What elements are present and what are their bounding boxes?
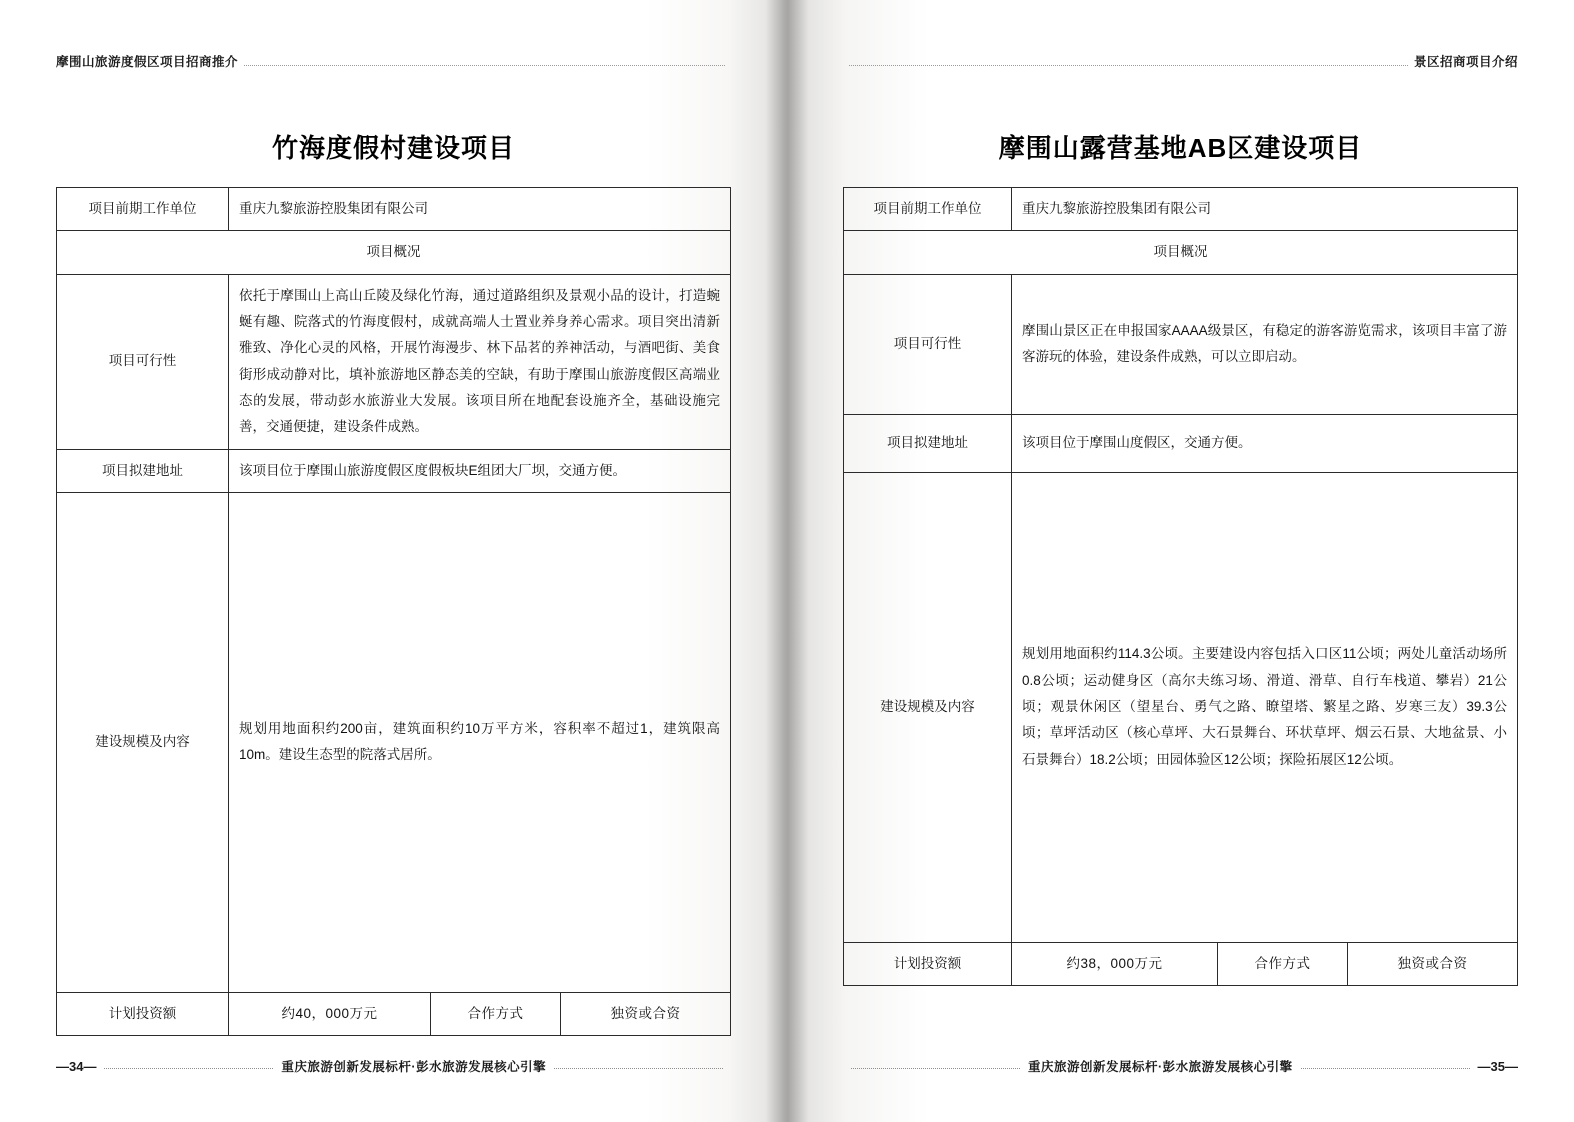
left-footer-rule-end — [554, 1067, 723, 1069]
left-row-feasibility-label: 项目可行性 — [57, 274, 229, 449]
right-footer-rule-start — [851, 1067, 1020, 1069]
right-page — [787, 0, 1574, 1122]
left-row-unit-value: 重庆九黎旅游控股集团有限公司 — [229, 188, 731, 231]
right-coop-value: 独资或合资 — [1348, 942, 1518, 985]
left-page-title-main: 竹海度假村 — [271, 133, 407, 163]
left-footer-rule-start — [104, 1067, 273, 1069]
left-page-number: —34— — [56, 1058, 97, 1074]
right-invest-label: 计划投资额 — [844, 942, 1012, 985]
table-row — [844, 414, 1518, 472]
right-coop-label: 合作方式 — [1218, 942, 1348, 985]
right-row-feasibility-value: 摩围山景区正在申报国家AAAA级景区，有稳定的游客游览需求，该项目丰富了游客游玩的体验，建设条件成熟，可以立即启动。 — [1012, 274, 1518, 414]
right-page-title-main: 摩围山露营基地AB区 — [998, 133, 1255, 163]
left-running-header-text: 摩围山旅游度假区项目招商推介 — [56, 55, 239, 69]
table-row — [57, 231, 731, 274]
right-row-unit-label: 项目前期工作单位 — [844, 188, 1012, 231]
left-page-footer — [56, 1056, 731, 1076]
right-row-overview-header: 项目概况 — [844, 231, 1518, 274]
left-footer-text: 重庆旅游创新发展标杆·彭水旅游发展核心引擎 — [281, 1060, 547, 1074]
left-page-title-suffix: 建设项目 — [407, 133, 516, 163]
left-row-address-value: 该项目位于摩围山旅游度假区度假板块E组团大厂坝，交通方便。 — [229, 449, 731, 492]
right-row-address-label: 项目拟建地址 — [844, 414, 1012, 472]
right-row-unit-value: 重庆九黎旅游控股集团有限公司 — [1012, 188, 1518, 231]
right-page-title-suffix: 建设项目 — [1254, 133, 1363, 163]
left-running-header — [56, 44, 731, 70]
right-invest-value: 约38，000万元 — [1012, 942, 1218, 985]
table-row — [57, 449, 731, 492]
right-row-feasibility-label: 项目可行性 — [844, 274, 1012, 414]
right-row-scale-label: 建设规模及内容 — [844, 472, 1012, 942]
left-running-header-rule — [244, 64, 725, 66]
left-row-scale-value: 规划用地面积约200亩，建筑面积约10万平方米，容积率不超过1，建筑限高10m。建设生态型的院落式居所。 — [229, 492, 731, 992]
right-row-address-value: 该项目位于摩围山度假区，交通方便。 — [1012, 414, 1518, 472]
left-page-title — [56, 128, 731, 165]
right-page-title — [843, 128, 1518, 165]
left-row-overview-header: 项目概况 — [57, 231, 731, 274]
table-row — [57, 188, 731, 231]
table-row — [844, 942, 1518, 985]
table-row — [844, 231, 1518, 274]
left-row-unit-label: 项目前期工作单位 — [57, 188, 229, 231]
left-row-address-label: 项目拟建地址 — [57, 449, 229, 492]
right-running-header-rule — [849, 64, 1408, 66]
left-project-table — [56, 187, 731, 1036]
right-page-footer — [843, 1056, 1518, 1076]
table-row — [57, 992, 731, 1035]
right-running-header — [843, 44, 1518, 70]
table-row — [57, 492, 731, 992]
right-project-table — [843, 187, 1518, 986]
table-row — [844, 274, 1518, 414]
left-invest-label: 计划投资额 — [57, 992, 229, 1035]
right-running-header-text: 景区招商项目介绍 — [1413, 55, 1518, 69]
right-footer-text: 重庆旅游创新发展标杆·彭水旅游发展核心引擎 — [1027, 1060, 1293, 1074]
left-row-scale-label: 建设规模及内容 — [57, 492, 229, 992]
left-coop-value: 独资或合资 — [561, 992, 731, 1035]
right-footer-rule-end — [1301, 1067, 1470, 1069]
left-coop-label: 合作方式 — [431, 992, 561, 1035]
table-row — [844, 188, 1518, 231]
left-row-feasibility-value: 依托于摩围山上高山丘陵及绿化竹海，通过道路组织及景观小品的设计，打造蜿蜒有趣、院落式的竹海度假村，成就高端人士置业养身养心需求。项目突出清新雅致、净化心灵的风格，开展竹海漫步、林下品茗的养神活动，与酒吧街、美食街形成动静对比，填补旅游地区静态美的空缺，有助于摩围山旅游度假区高端业态的发展，带动彭水旅游业大发展。该项目所在地配套设施齐全，基础设施完善，交通便捷，建设条件成熟。 — [229, 274, 731, 449]
right-page-number: —35— — [1477, 1058, 1519, 1074]
table-row — [844, 472, 1518, 942]
table-row — [57, 274, 731, 449]
left-invest-value: 约40，000万元 — [229, 992, 431, 1035]
right-row-scale-value: 规划用地面积约114.3公顷。主要建设内容包括入口区11公顷；两处儿童活动场所0.8公顷；运动健身区（高尔夫练习场、滑道、滑草、自行车栈道、攀岩）21公顷；观景休闲区（望星台、勇气之路、瞭望塔、繁星之路、岁寒三友）39.3公顷；草坪活动区（核心草坪、大石景舞台、环状草坪、烟云石景、大地盆景、小石景舞台）18.2公顷；田园体验区12公顷；探险拓展区12公顷。 — [1012, 472, 1518, 942]
